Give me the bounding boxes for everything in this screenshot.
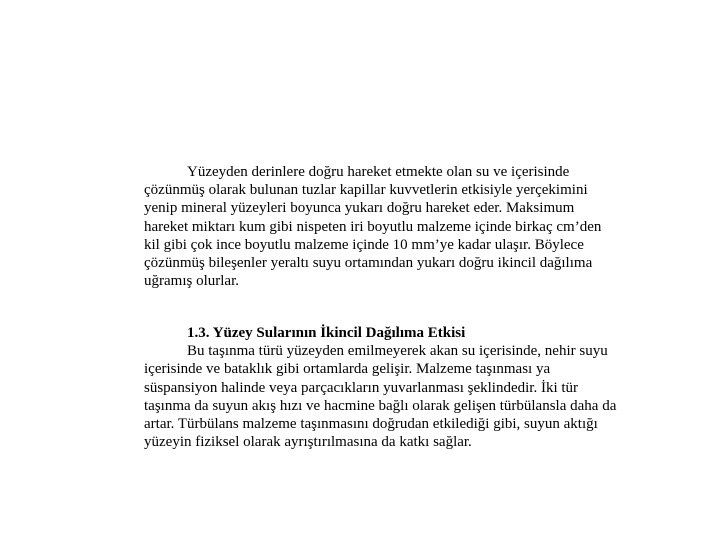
text-line: Bu taşınma türü yüzeyden emilmeyerek akan su içerisinde, nehir suyu xyxy=(187,343,608,360)
text-line: artar. Türbülans malzeme taşınmasını doğrudan etkilediği gibi, suyun aktığı xyxy=(144,416,598,433)
text-line: çözünmüş bileşenler yeraltı suyu ortamından yukarı doğru ikincil dağılıma xyxy=(144,255,593,272)
text-line: Yüzeyden derinlere doğru hareket etmekte olan su ve içerisinde xyxy=(187,164,570,180)
section-heading: 1.3. Yüzey Sularının İkincil Dağılıma Etkisi xyxy=(187,325,466,341)
text-line: hareket miktarı kum gibi nispeten iri boyutlu malzeme içinde birkaç cm’den xyxy=(144,218,602,235)
paragraph-capillary-movement xyxy=(144,163,716,290)
text-line: kil gibi çok ince boyutlu malzeme içinde 10 mm’ye kadar ulaşır. Böylece xyxy=(144,236,584,253)
section-surface-water xyxy=(144,324,716,451)
text-line: süspansiyon halinde veya parçacıkların yuvarlanması şeklindedir. İki tür xyxy=(144,379,579,396)
text-line: çözünmüş olarak bulunan tuzlar kapillar kuvvetlerin etkisiyle yerçekimini xyxy=(144,182,588,199)
text-line: yüzeyin fiziksel olarak ayrıştırılmasına da katkı sağlar. xyxy=(144,434,472,451)
text-line: içerisinde ve bataklık gibi ortamlarda gelişir. Malzeme taşınması ya xyxy=(144,361,551,378)
text-line: taşınma da suyun akış hızı ve hacmine bağlı olarak gelişen türbülansla daha da xyxy=(144,397,617,414)
text-line: uğramış olurlar. xyxy=(144,273,239,290)
text-line: yenip mineral yüzeyleri boyunca yukarı doğru hareket eder. Maksimum xyxy=(144,200,575,217)
